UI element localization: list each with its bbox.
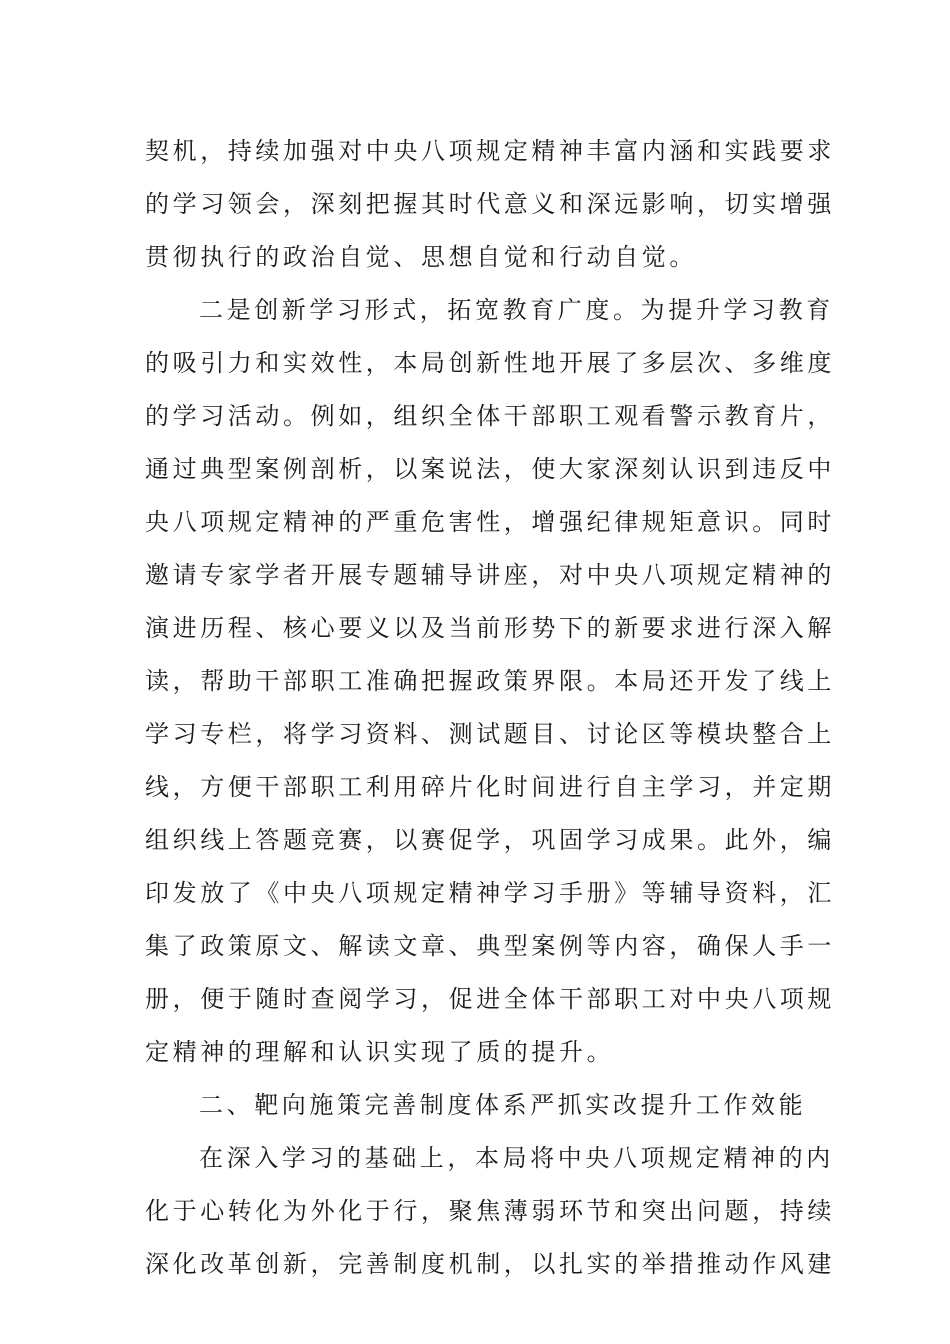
text-line: 的学习活动。例如，组织全体干部职工观看警示教育片，: [145, 402, 835, 430]
text-line: 印发放了《中央八项规定精神学习手册》等辅导资料，汇: [145, 879, 835, 907]
text-line: 契机，持续加强对中央八项规定精神丰富内涵和实践要求: [145, 137, 835, 165]
text-line: 线，方便干部职工利用碎片化时间进行自主学习，并定期: [145, 773, 835, 801]
document-body: [145, 125, 835, 1291]
text-line: 在深入学习的基础上，本局将中央八项规定精神的内: [199, 1144, 834, 1172]
text-line: 贯彻执行的政治自觉、思想自觉和行动自觉。: [145, 243, 697, 271]
text-line: 组织线上答题竞赛，以赛促学，巩固学习成果。此外，编: [145, 826, 835, 854]
text-line: 二是创新学习形式，拓宽教育广度。为提升学习教育: [199, 296, 834, 324]
text-line: 演进历程、核心要义以及当前形势下的新要求进行深入解: [145, 614, 835, 642]
paragraph-1: [145, 125, 835, 284]
text-line: 读，帮助干部职工准确把握政策界限。本局还开发了线上: [145, 667, 835, 695]
text-line: 册，便于随时查阅学习，促进全体干部职工对中央八项规: [145, 985, 835, 1013]
text-line: 的学习领会，深刻把握其时代意义和深远影响，切实增强: [145, 190, 835, 218]
text-line: 邀请专家学者开展专题辅导讲座，对中央八项规定精神的: [145, 561, 835, 589]
text-line: 化于心转化为外化于行，聚焦薄弱环节和突出问题，持续: [145, 1197, 835, 1225]
section-heading: [145, 1079, 807, 1132]
text-line: 通过典型案例剖析，以案说法，使大家深刻认识到违反中: [145, 455, 835, 483]
section-heading-text: 二、靶向施策完善制度体系严抓实改提升工作效能: [199, 1091, 807, 1119]
text-line: 的吸引力和实效性，本局创新性地开展了多层次、多维度: [145, 349, 835, 377]
text-line: 定精神的理解和认识实现了质的提升。: [145, 1038, 615, 1066]
text-line: 深化改革创新，完善制度机制，以扎实的举措推动作风建: [145, 1250, 835, 1278]
text-line: 学习专栏，将学习资料、测试题目、讨论区等模块整合上: [145, 720, 835, 748]
paragraph-3: [145, 1132, 835, 1291]
text-line: 集了政策原文、解读文章、典型案例等内容，确保人手一: [145, 932, 835, 960]
paragraph-2: [145, 284, 835, 1079]
text-line: 央八项规定精神的严重危害性，增强纪律规矩意识。同时: [145, 508, 835, 536]
